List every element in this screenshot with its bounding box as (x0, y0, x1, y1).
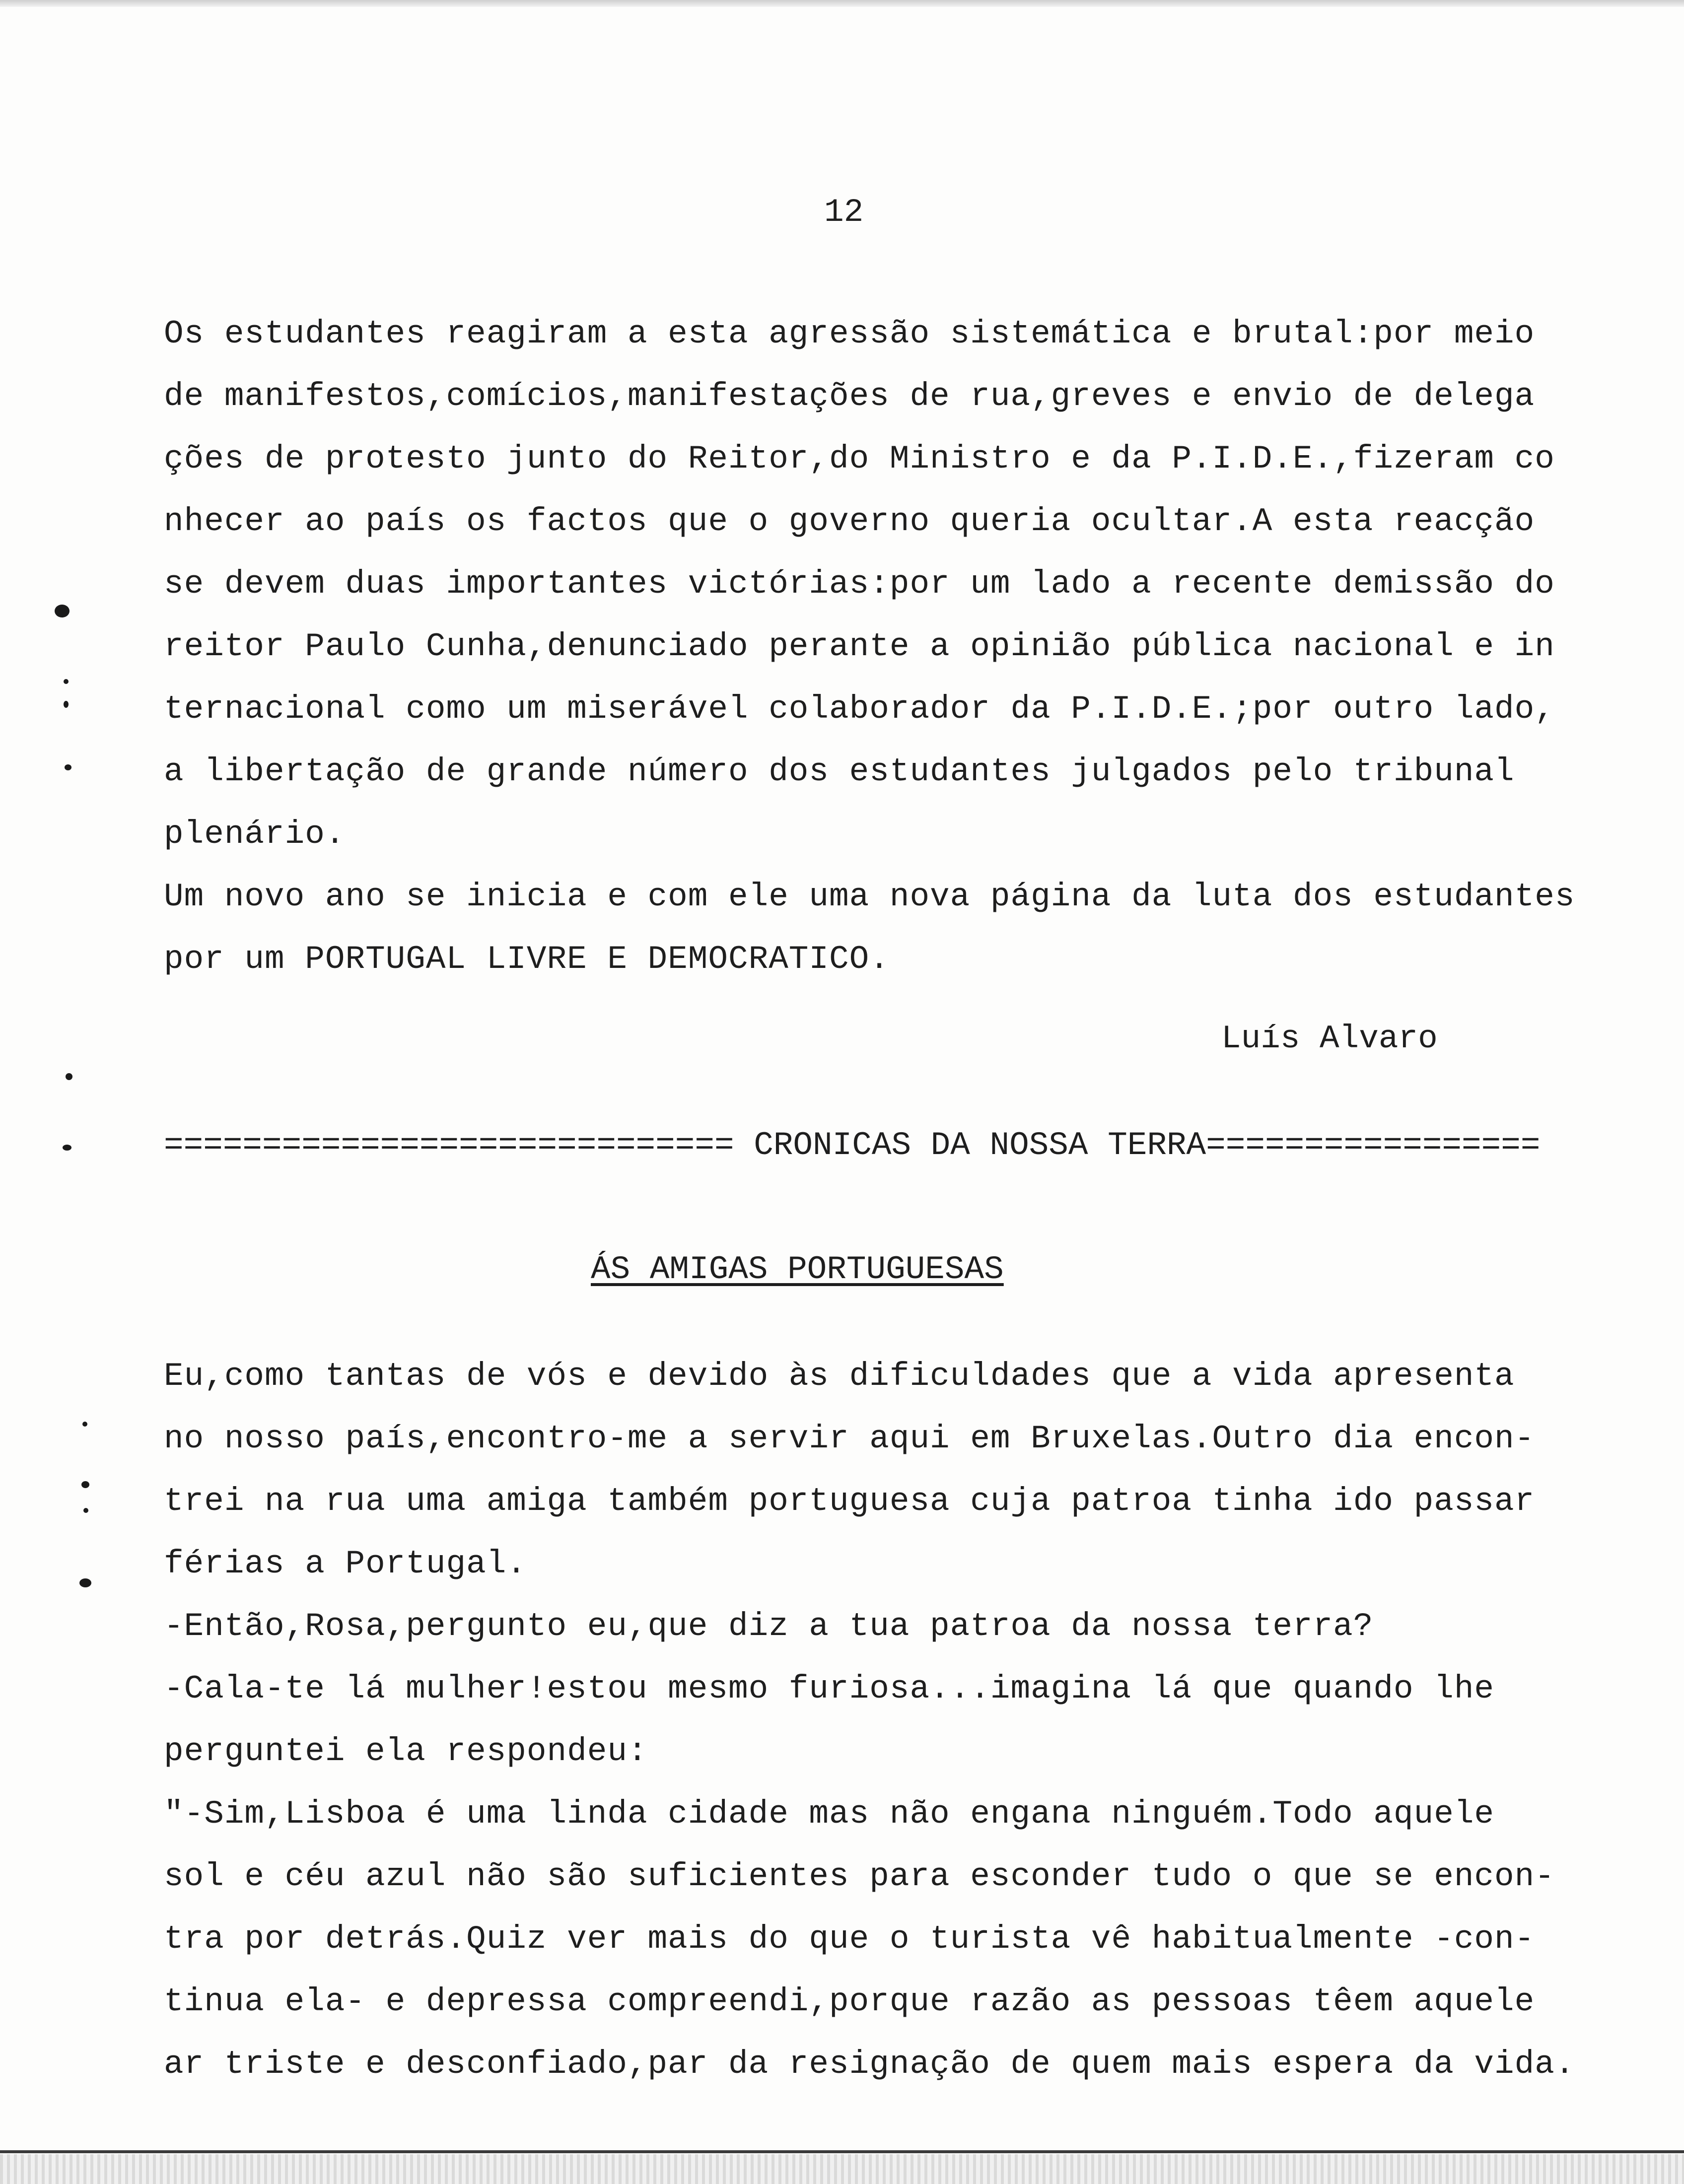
scan-speck (64, 679, 69, 684)
paragraph-line: a libertação de grande número dos estudantes julgados pelo tribunal (164, 753, 1515, 790)
article-line: trei na rua uma amiga também portuguesa cuja patroa tinha ido passar (164, 1483, 1535, 1520)
scan-speck (66, 1073, 72, 1080)
page-bottom-edge (0, 2150, 1684, 2153)
article-line: tinua ela- e depressa compreendi,porque razão as pessoas têem aquele (164, 1983, 1535, 2020)
paragraph-line: Os estudantes reagiram a esta agressão sistemática e brutal:por meio (164, 315, 1535, 352)
paragraph-line: se devem duas importantes victórias:por um lado a recente demissão do (164, 565, 1555, 603)
article-line: -Então,Rosa,pergunto eu,que diz a tua patroa da nossa terra? (164, 1608, 1374, 1645)
article-line: no nosso país,encontro-me a servir aqui em Bruxelas.Outro dia encon- (164, 1420, 1535, 1457)
paragraph-line: Um novo ano se inicia e com ele uma nova página da luta dos estudantes (164, 878, 1575, 915)
scan-speck (64, 701, 69, 708)
page-number: 12 (824, 194, 864, 231)
scan-speck (63, 1145, 71, 1151)
paragraph-line: nhecer ao país os factos que o governo queria ocultar.A esta reacção (164, 503, 1535, 540)
section-heading-rule: ============================= CRONICAS DA NOSSA TERRA================= (164, 1127, 1541, 1164)
article-line: ar triste e desconfiado,par da resignação de quem mais espera da vida. (164, 2046, 1575, 2083)
scan-speck (82, 1422, 87, 1427)
scan-speck (81, 1481, 89, 1488)
scan-speck (83, 1508, 88, 1513)
page-top-edge (0, 0, 1684, 7)
article-line: férias a Portugal. (164, 1545, 527, 1582)
article-line: Eu,como tantas de vós e devido às dificuldades que a vida apresenta (164, 1358, 1515, 1395)
paragraph-line: ções de protesto junto do Reitor,do Ministro e da P.I.D.E.,fizeram co (164, 440, 1555, 478)
article-line: -Cala-te lá mulher!estou mesmo furiosa...imagina lá que quando lhe (164, 1670, 1495, 1707)
article-line: tra por detrás.Quiz ver mais do que o turista vê habitualmente -con- (164, 1920, 1535, 1958)
paragraph-line: por um PORTUGAL LIVRE E DEMOCRATICO. (164, 941, 890, 978)
article-title: ÁS AMIGAS PORTUGUESAS (591, 1251, 1004, 1288)
article-line: perguntei ela respondeu: (164, 1733, 648, 1770)
article-line: "-Sim,Lisboa é uma linda cidade mas não engana ninguém.Todo aquele (164, 1795, 1495, 1833)
paragraph-line: plenário. (164, 816, 346, 853)
paragraph-line: reitor Paulo Cunha,denunciado perante a opinião pública nacional e in (164, 628, 1555, 665)
article-line: sol e céu azul não são suficientes para esconder tudo o que se encon- (164, 1858, 1555, 1895)
paragraph-line: de manifestos,comícios,manifestações de rua,greves e envio de delega (164, 378, 1535, 415)
scan-speck (55, 605, 70, 617)
paragraph-line: ternacional como um miserável colaborador da P.I.D.E.;por outro lado, (164, 690, 1555, 728)
scan-speck (65, 764, 71, 770)
scan-border (0, 2154, 1684, 2184)
scan-speck (79, 1578, 91, 1587)
author-signature: Luís Alvaro (1221, 1020, 1438, 1057)
